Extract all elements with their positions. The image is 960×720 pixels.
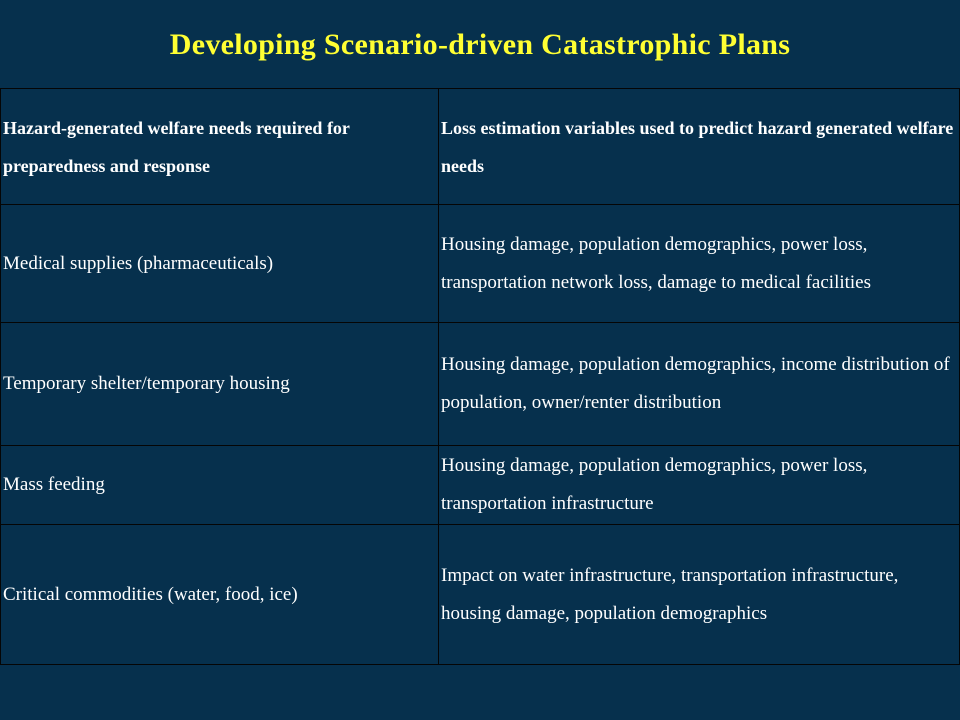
- table-row: [1, 525, 960, 665]
- loss-variables-cell: Housing damage, population demographics, power loss, transportation network loss, damage to medical facilities: [439, 205, 960, 323]
- welfare-need-cell: Critical commodities (water, food, ice): [1, 525, 439, 665]
- welfare-need-cell: Medical supplies (pharmaceuticals): [1, 205, 439, 323]
- loss-variables-cell: Impact on water infrastructure, transportation infrastructure, housing damage, population demographics: [439, 525, 960, 665]
- loss-variables-cell: Housing damage, population demographics, income distribution of population, owner/renter distribution: [439, 323, 960, 446]
- table-row: [1, 323, 960, 446]
- table-row: [1, 205, 960, 323]
- table-row: [1, 446, 960, 525]
- header-welfare-needs: Hazard-generated welfare needs required for preparedness and response: [1, 89, 439, 205]
- header-loss-variables: Loss estimation variables used to predict hazard generated welfare needs: [439, 89, 960, 205]
- welfare-need-cell: Mass feeding: [1, 446, 439, 525]
- welfare-need-cell: Temporary shelter/temporary housing: [1, 323, 439, 446]
- loss-variables-cell: Housing damage, population demographics, power loss, transportation infrastructure: [439, 446, 960, 525]
- table-header-row: [1, 89, 960, 205]
- slide-title: Developing Scenario-driven Catastrophic Plans: [169, 28, 791, 61]
- welfare-needs-table: [0, 88, 960, 665]
